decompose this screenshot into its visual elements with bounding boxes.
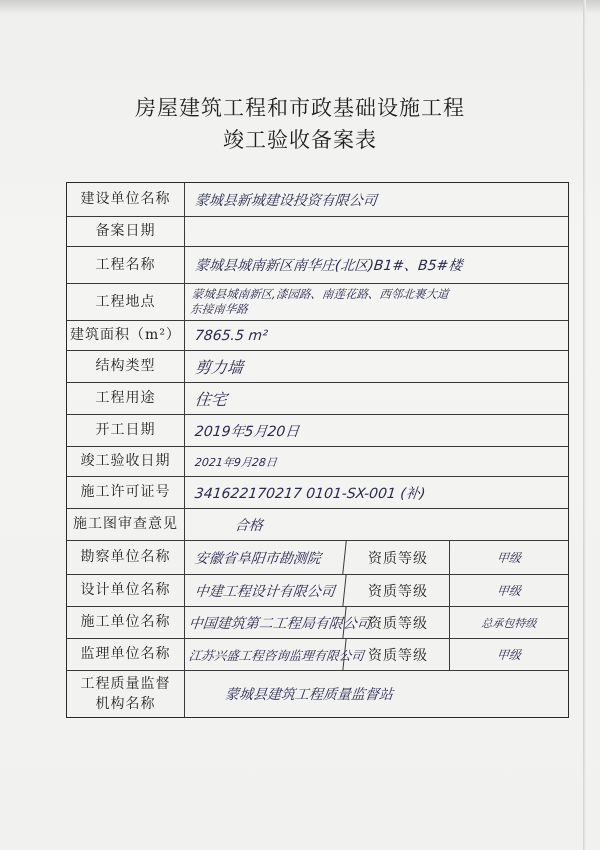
label-quality-agency <box>67 671 185 717</box>
qual-label-builder: 资质等级 <box>347 607 450 638</box>
label-start-date: 开工日期 <box>67 415 185 446</box>
label-quality-agency-line1: 工程质量监督 <box>80 675 171 692</box>
label-project-name: 工程名称 <box>67 247 185 283</box>
label-drawing-review: 施工图审查意见 <box>67 509 185 540</box>
value-supervision-unit: 江苏兴盛工程咨询监理有限公司 <box>183 639 346 670</box>
value-structure-type: 剪力墙 <box>193 358 244 377</box>
row-project-use <box>67 383 568 415</box>
value-survey-unit: 安徽省阜阳市勘测院 <box>183 541 346 574</box>
value-design-unit: 中建工程设计有限公司 <box>183 575 346 606</box>
value-quality-agency: 蒙城县建筑工程质量监督站 <box>224 687 394 703</box>
row-filing-date <box>67 217 568 247</box>
row-survey-unit <box>67 541 568 575</box>
value-filing-date <box>183 217 569 246</box>
value-project-use: 住宅 <box>193 390 228 409</box>
row-supervision-unit <box>67 639 568 671</box>
label-supervision-unit: 监理单位名称 <box>67 639 185 670</box>
row-start-date <box>67 415 568 447</box>
row-building-area <box>67 321 568 351</box>
row-structure-type <box>67 351 568 383</box>
qual-value-design: 甲级 <box>496 584 522 598</box>
row-project-name <box>67 247 568 284</box>
label-acceptance-date: 竣工验收日期 <box>67 447 185 476</box>
qual-value-builder: 总承包特级 <box>480 616 538 630</box>
value-acceptance-date: 2021年9月28日 <box>194 455 278 469</box>
row-acceptance-date <box>67 447 568 477</box>
row-permit-no <box>67 477 568 509</box>
row-builder-unit <box>67 607 568 639</box>
qual-label-supervision: 资质等级 <box>347 639 450 670</box>
label-building-area: 建筑面积（m²） <box>67 321 185 350</box>
label-permit-no: 施工许可证号 <box>67 477 185 508</box>
filing-form-table <box>66 182 569 718</box>
label-construction-unit: 建设单位名称 <box>67 183 185 216</box>
label-survey-unit: 勘察单位名称 <box>67 541 185 574</box>
label-builder-unit: 施工单位名称 <box>67 607 185 638</box>
label-filing-date: 备案日期 <box>67 217 185 246</box>
row-project-location <box>67 284 568 321</box>
value-project-location <box>183 284 570 320</box>
row-drawing-review <box>67 509 568 541</box>
row-construction-unit <box>67 183 568 217</box>
row-quality-agency <box>67 671 568 717</box>
value-permit-no: 341622170217 0101-SX-001 (补) <box>194 485 427 502</box>
value-project-location-line1: 蒙城县城南新区,漆园路、南莲花路、西邻北裹大道 <box>191 287 450 302</box>
row-design-unit <box>67 575 568 607</box>
value-builder-unit: 中国建筑第二工程局有限公司 <box>183 607 346 638</box>
document-title-line2: 竣工验收备案表 <box>223 128 377 152</box>
label-quality-agency-line2: 机构名称 <box>95 696 156 712</box>
value-construction-unit: 蒙城县新城建设投资有限公司 <box>194 192 378 209</box>
qual-label-design: 资质等级 <box>347 575 450 606</box>
document-title-line1: 房屋建筑工程和市政基础设施工程 <box>135 96 465 120</box>
value-drawing-review: 合格 <box>234 517 264 534</box>
label-project-use: 工程用途 <box>67 383 185 414</box>
qual-value-supervision: 甲级 <box>496 648 522 662</box>
label-structure-type: 结构类型 <box>67 351 185 382</box>
label-project-location: 工程地点 <box>67 284 185 320</box>
value-building-area: 7865.5 m² <box>194 327 269 344</box>
label-design-unit: 设计单位名称 <box>67 575 185 606</box>
value-project-location-line2: 东接南华路 <box>189 302 249 316</box>
value-project-name: 蒙城县城南新区南华庄(北区)B1#、B5#楼 <box>194 258 464 274</box>
qual-value-survey: 甲级 <box>496 551 522 565</box>
scan-top-edge <box>0 0 600 14</box>
qual-label-survey: 资质等级 <box>347 541 450 574</box>
value-start-date: 2019年5月20日 <box>194 423 301 440</box>
